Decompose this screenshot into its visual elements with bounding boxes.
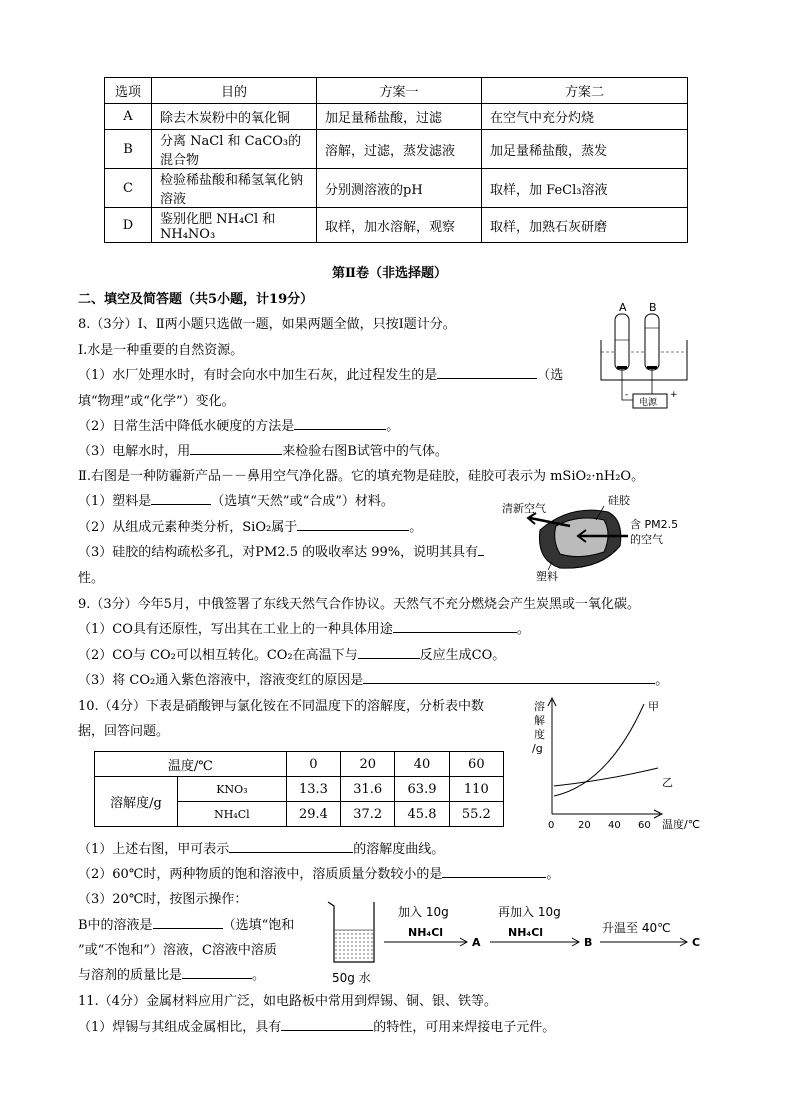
q8-i1 [78,364,563,383]
q8-ii2-text-2: 。 [409,520,423,535]
step2-bottom: NH₄Cl [508,926,544,939]
table-row [105,130,688,169]
q10-l5: ”或“不饱和”）溶液，C溶液中溶质 [78,943,277,958]
q8-ii2 [78,516,422,535]
table-cell: 取样，加 FeCl₃溶液 [482,169,688,208]
tube-a-label: A [619,301,627,314]
step2-top: 再加入 10g [498,905,561,919]
beaker-water [335,930,373,961]
table-header: 方案二 [482,78,688,104]
tube-b-label: B [649,301,657,314]
water-trough [601,340,687,380]
value-cell: 55.2 [449,802,503,827]
q10-l6 [78,964,265,983]
q8-i-title: Ⅰ.水是一种重要的自然资源。 [78,343,244,358]
silica-label: 硅胶 [608,494,630,507]
q8-i1c: 填“物理”或“化学”）变化。 [78,394,235,409]
x-axis-label: 温度/℃ [662,818,701,831]
q9-l2-text-2: 反应生成CO。 [419,648,506,663]
q8-i3 [78,440,448,459]
table-row [105,169,688,208]
value-cell: 45.8 [395,802,449,827]
table-cell: 鉴别化肥 NH₄Cl 和 NH₄NO₃ [152,208,317,243]
answer-blank[interactable] [478,541,484,556]
electrolysis-figure [595,300,695,412]
node-a: A [472,936,481,949]
q8-i2 [78,415,399,434]
q8-ii1 [78,490,394,509]
value-cell: 110 [449,777,503,802]
q8-i1-text: （1）水厂处理水时，有时会向水中加生石灰，此过程发生的是 [78,368,438,383]
q9-intro: 9.（3分）今年5月，中俄签署了东线天然气合作协议。天然气不充分燃烧会产生炭黑或一氧化碳。 [78,597,640,612]
x-tick-label: 20 [578,820,591,831]
part2-heading: 二、填空及简答题（共5小题，计19分） [78,292,314,307]
answer-blank[interactable] [393,618,517,633]
nh4cl-label: NH₄Cl [178,802,287,827]
q8-ii1-text-2: （选填“天然”或“合成”）材料。 [211,494,394,509]
power-label: 电源 [639,398,658,408]
curve-jia-label: 甲 [648,700,659,713]
value-cell: 31.6 [341,777,395,802]
step3-label: 升温至 40℃ [602,921,671,935]
temp-cell: 20 [341,752,395,777]
curve-yi-label: 乙 [662,776,673,789]
options-table [104,77,688,243]
q8-i3-text: （3）电解水时，用 [78,444,191,459]
plus-sign: + [670,390,678,400]
node-c: C [692,936,701,949]
table-row [95,777,504,802]
y-label: 溶 [534,700,545,713]
step1-top: 加入 10g [398,905,449,919]
q8-ii3b: 性。 [78,571,105,586]
tube-a [615,314,629,370]
q10-intro-2: 据，回答问题。 [78,724,170,739]
answer-blank[interactable] [182,964,252,979]
q8-ii-title: Ⅱ.右图是一种防霾新产品－－鼻用空气净化器。它的填充物是硅胶，硅胶可表示为 mSiO₂·nH₂O。 [78,469,645,484]
q11-intro: 11.（4分）金属材料应用广泛，如电路板中常用到焊锡、铜、银、铁等。 [78,994,497,1009]
table-row [95,752,504,777]
temp-cell: 60 [449,752,503,777]
q11-l1 [78,1016,555,1035]
answer-blank[interactable] [297,516,409,531]
table-cell: 在空气中充分灼烧 [482,104,688,130]
q8-i2-text-2: 。 [386,419,400,434]
q10-l6-text: 与溶剂的质量比是 [78,968,183,983]
table-header: 方案一 [317,78,482,104]
kno3-label: KNO₃ [178,777,287,802]
q8-ii2-text: （2）从组成元素种类分析，SiO₂属于 [78,520,298,535]
table-header: 选项 [105,78,152,104]
q8-i3-text-2: 来检验右图B试管中的气体。 [282,444,448,459]
q10-l4-text-2: （选填“饱和 [222,918,295,933]
pm-air-label-1: 含 PM2.5 [630,518,679,531]
water-label: 50g 水 [332,971,371,985]
q10-l1-text-2: 的溶解度曲线。 [353,842,445,857]
q8-ii3-text: （3）硅胶的结构疏松多孔，对PM2.5 的吸收率达 99%，说明其具有 [78,545,479,560]
electrode-a [617,366,627,369]
plastic-label: 塑料 [536,570,558,583]
q10-l3: （3）20℃时，按图示操作： [78,892,248,907]
x-tick-label: 60 [638,820,651,831]
q11-l1-text-2: 的特性，可用来焊接电子元件。 [373,1020,556,1035]
value-cell: 29.4 [286,802,340,827]
q9-l2-text: （2）CO与 CO₂可以相互转化。CO₂在高温下与 [78,648,358,663]
node-b: B [584,936,593,949]
x-tick-label: 0 [548,820,555,831]
table-cell: D [105,208,152,243]
y-label: /g [532,742,543,755]
table-cell: 溶解，过滤，蒸发滤液 [317,130,482,169]
temp-cell: 0 [286,752,340,777]
temp-cell: 40 [395,752,449,777]
table-cell: A [105,104,152,130]
process-figure [322,896,712,988]
q8-i1-text-2: （选 [537,368,564,383]
q9-l1 [78,618,530,637]
table-cell: 除去木炭粉中的氧化铜 [152,104,317,130]
value-cell: 13.3 [286,777,340,802]
q10-l2-text: （2）60℃时，两种物质的饱和溶液中，溶质质量分数较小的是 [78,867,443,882]
q10-l1-text: （1）上述右图，甲可表示 [78,842,230,857]
q10-l1 [78,838,444,857]
table-cell: 取样，加水溶解，观察 [317,208,482,243]
q8-ii1-text: （1）塑料是 [78,494,152,509]
x-tick-label: 40 [608,820,621,831]
answer-blank[interactable] [437,364,537,379]
value-cell: 37.2 [341,802,395,827]
table-row [105,208,688,243]
q10-l2-text-2: 。 [546,867,560,882]
table-cell: 分别测溶液的pH [317,169,482,208]
solubility-curve-figure [528,694,708,836]
y-label: 解 [534,714,545,727]
q11-l1-text: （1）焊锡与其组成金属相比，具有 [78,1020,282,1035]
answer-blank[interactable] [442,863,546,878]
q8-i2-text: （2）日常生活中降低水硬度的方法是 [78,419,295,434]
table-cell: 分离 NaCl 和 CaCO₃的混合物 [152,130,317,169]
table-cell: C [105,169,152,208]
answer-blank[interactable] [363,669,655,684]
answer-blank[interactable] [229,838,353,853]
step1-bottom: NH₄Cl [408,926,444,939]
curve-jia [554,704,644,796]
purifier-figure [500,490,700,585]
q9-l3 [78,669,668,688]
table-cell: 加足量稀盐酸，蒸发 [482,130,688,169]
minus-sign: - [625,390,629,400]
q10-l6-text-2: 。 [252,968,266,983]
q8-intro: 8.（3分）Ⅰ、Ⅱ两小题只选做一题，如果两题全做，只按Ⅰ题计分。 [78,317,456,332]
answer-blank[interactable] [294,415,386,430]
q9-l3-text-2: 。 [655,673,669,688]
q10-l4-text: B中的溶液是 [78,918,153,933]
y-label: 度 [534,728,545,741]
solubility-label: 溶解度/g [95,777,178,827]
q10-l4 [78,914,294,933]
solubility-table [94,751,504,827]
pm-air-label-2: 的空气 [630,533,663,546]
answer-blank[interactable] [281,1016,373,1031]
q8-ii3 [78,541,484,560]
answer-blank[interactable] [190,440,282,455]
q9-l1-text: （1）CO具有还原性，写出其在工业上的一种具体用途 [78,622,393,637]
value-cell: 63.9 [395,777,449,802]
table-cell: 加足量稀盐酸，过滤 [317,104,482,130]
section-title: 第Ⅱ卷（非选择题） [332,266,447,281]
answer-blank[interactable] [153,914,223,929]
q9-l3-text: （3）将 CO₂通入紫色溶液中，溶液变红的原因是 [78,673,364,688]
answer-blank[interactable] [151,490,211,505]
table-cell: B [105,130,152,169]
table-header-row [105,78,688,104]
table-header: 目的 [152,78,317,104]
tube-b [645,314,659,370]
curve-yi [554,768,658,786]
table-row [105,104,688,130]
electrode-b [647,366,657,369]
table-cell: 检验稀盐酸和稀氢氧化钠溶液 [152,169,317,208]
answer-blank[interactable] [358,644,420,659]
clean-air-label: 清新空气 [502,502,546,515]
q10-l2 [78,863,559,882]
temp-label: 温度/℃ [95,752,287,777]
q9-l1-text-2: 。 [516,622,530,637]
q9-l2 [78,644,505,663]
q10-intro-1: 10.（4分）下表是硝酸钾与氯化铵在不同温度下的溶解度，分析表中数 [78,699,484,714]
table-cell: 取样，加熟石灰研磨 [482,208,688,243]
